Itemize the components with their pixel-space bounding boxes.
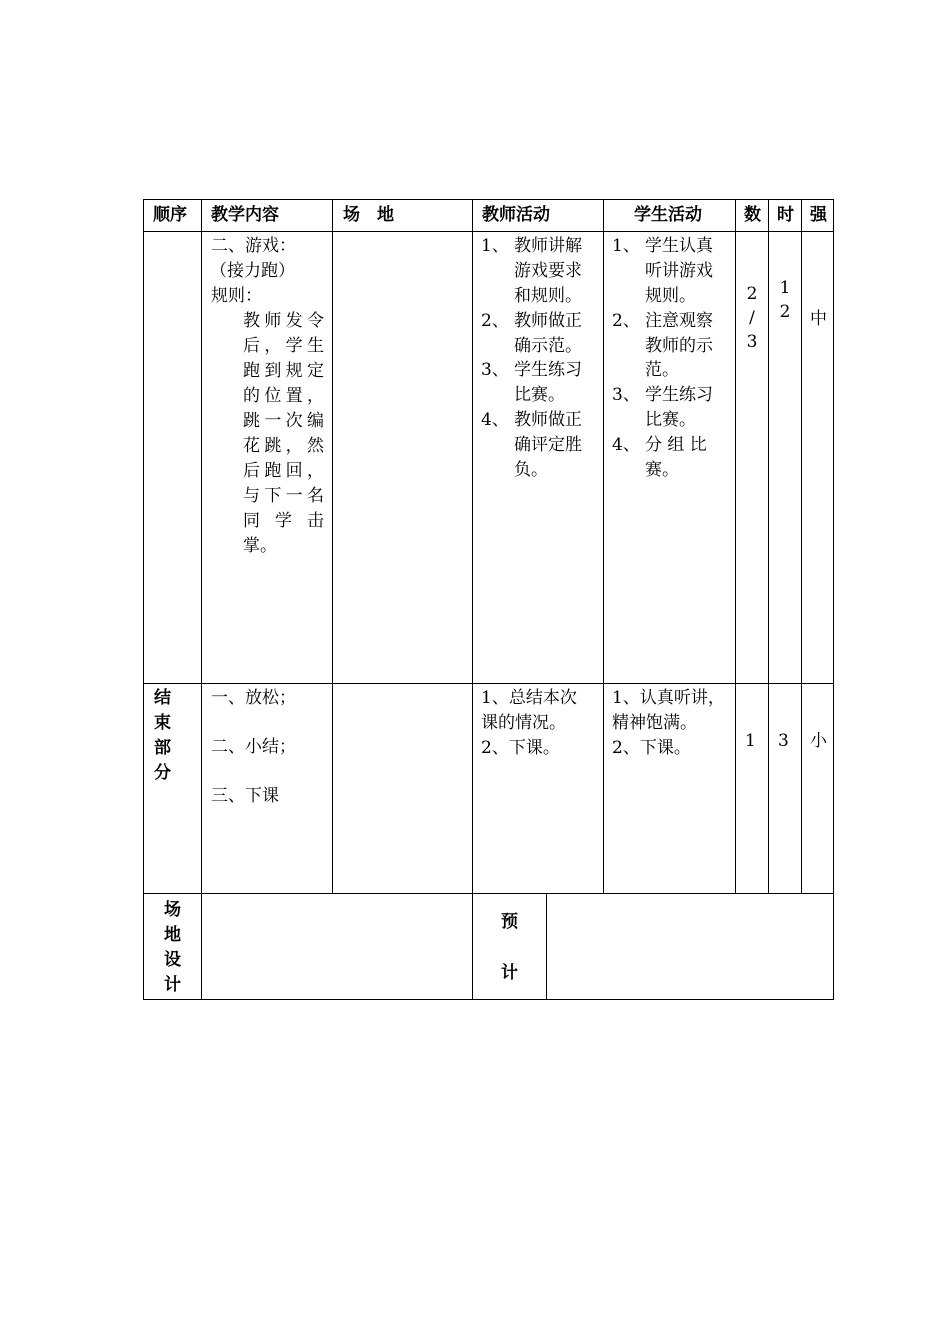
- game-content-title: 二、游戏：: [211, 236, 296, 256]
- student-item-line: 注意观察: [645, 311, 713, 331]
- student-item-line: 范。: [645, 360, 679, 380]
- header-time: 时: [777, 205, 794, 225]
- rules-line: 后，学生: [243, 336, 324, 356]
- end-teacher-line: 2、下课。: [481, 738, 560, 758]
- count-char: 2: [746, 284, 758, 304]
- venue-design-char: 计: [164, 975, 181, 995]
- end-count: 1: [745, 731, 756, 751]
- teacher-item-line: 学生练习: [514, 360, 582, 380]
- game-rules-text: [243, 309, 324, 559]
- rules-line: 后跑回，: [243, 461, 324, 481]
- end-student-line: 2、下课。: [612, 738, 691, 758]
- rules-line: 的位置，: [243, 386, 324, 406]
- venue-design-char: 设: [164, 950, 181, 970]
- end-student-line: 精神饱满。: [612, 713, 697, 733]
- end-content-item: 一、放松；: [211, 688, 296, 708]
- rules-line: 跑到规定: [243, 361, 324, 381]
- teacher-item-line: 教师做正: [514, 311, 582, 331]
- teacher-item-line: 确评定胜: [514, 435, 582, 455]
- game-time-cell: [769, 276, 801, 324]
- estimate-char: 预: [501, 912, 518, 932]
- header-order: 顺序: [153, 205, 187, 225]
- time-char: 1: [779, 278, 791, 298]
- student-item-line: 教师的示: [645, 336, 713, 356]
- teacher-item-line: 教师讲解: [514, 236, 582, 256]
- venue-design-char: 场: [164, 900, 181, 920]
- estimate-char: 计: [501, 963, 518, 983]
- end-intensity: 小: [810, 731, 827, 751]
- end-section-char: 结: [154, 688, 171, 708]
- student-item-line: 规则。: [645, 286, 696, 306]
- teacher-item-line: 教师做正: [514, 410, 582, 430]
- student-item-line: 比赛。: [645, 410, 696, 430]
- header-venue: 场 地: [343, 205, 394, 225]
- rules-line: 跳一次编: [243, 411, 324, 431]
- teacher-item-line: 比赛。: [514, 385, 565, 405]
- header-student: 学生活动: [634, 205, 702, 225]
- end-section-char: 分: [154, 763, 171, 783]
- count-char: /: [749, 308, 755, 328]
- teacher-item-num: 4、: [481, 410, 509, 430]
- count-char: 3: [746, 332, 758, 352]
- header-intensity: 强: [810, 205, 827, 225]
- student-item-line: 学生认真: [645, 236, 713, 256]
- end-teacher-line: 课的情况。: [481, 713, 566, 733]
- rules-line: 同 学 击: [243, 511, 324, 531]
- teacher-item-line: 确示范。: [514, 336, 582, 356]
- student-item-num: 2、: [612, 311, 640, 331]
- game-count-cell: [736, 282, 768, 354]
- rules-line: 花跳，然: [243, 436, 324, 456]
- end-section-label: [154, 686, 171, 786]
- student-item-line: 听讲游戏: [645, 261, 713, 281]
- end-content-item: 二、小结；: [211, 737, 296, 757]
- header-count: 数: [744, 205, 761, 225]
- student-item-line: 学生练习: [645, 385, 713, 405]
- rules-line: 掌。: [243, 536, 277, 556]
- end-teacher-line: 1、总结本次: [481, 688, 577, 708]
- time-char: 2: [779, 302, 791, 322]
- rules-line: 与下一名: [243, 486, 324, 506]
- end-content-item: 三、下课: [211, 786, 279, 806]
- game-intensity: 中: [810, 309, 827, 329]
- student-item-num: 3、: [612, 385, 640, 405]
- teacher-item-num: 1、: [481, 236, 509, 256]
- student-item-line: 分 组 比: [645, 435, 707, 455]
- student-item-num: 1、: [612, 236, 640, 256]
- end-time: 3: [778, 731, 789, 751]
- student-item-num: 4、: [612, 435, 640, 455]
- teacher-item-num: 2、: [481, 311, 509, 331]
- end-student-line: 1、认真听讲，: [612, 688, 725, 708]
- student-item-line: 赛。: [645, 460, 679, 480]
- header-content: 教学内容: [211, 205, 279, 225]
- venue-design-char: 地: [164, 925, 181, 945]
- teacher-item-line: 和规则。: [514, 286, 582, 306]
- end-section-char: 部: [154, 738, 171, 758]
- game-content-name: （接力跑）: [210, 261, 295, 281]
- teacher-item-num: 3、: [481, 360, 509, 380]
- game-rules-label: 规则：: [211, 286, 262, 306]
- teacher-item-line: 游戏要求: [514, 261, 582, 281]
- header-teacher: 教师活动: [482, 205, 550, 225]
- teacher-item-line: 负。: [514, 460, 548, 480]
- end-section-char: 束: [154, 713, 171, 733]
- venue-design-label: [164, 898, 181, 998]
- rules-line: 教师发令: [243, 311, 324, 331]
